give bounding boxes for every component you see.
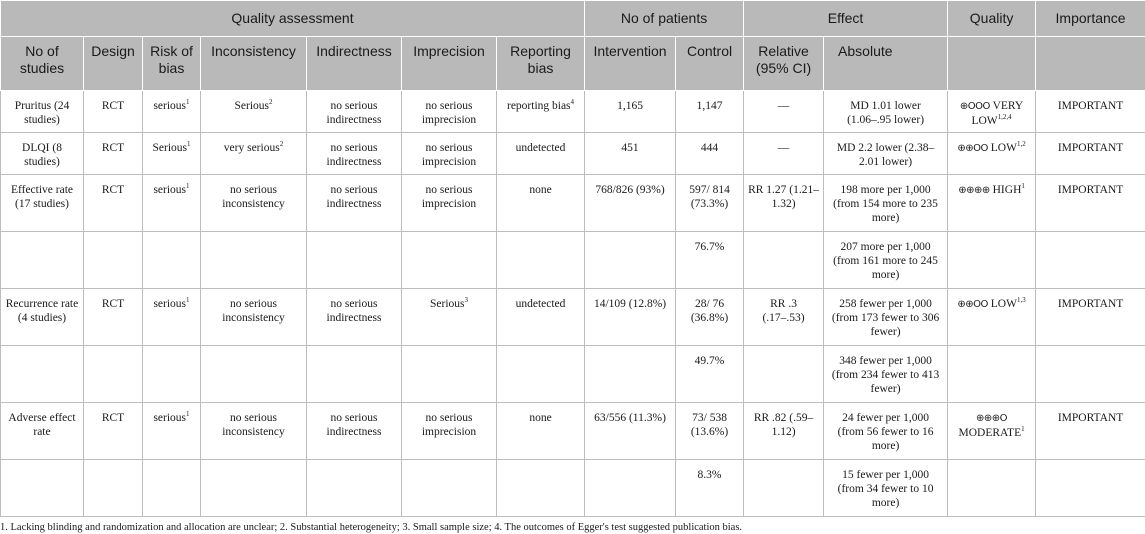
col-header-quality-empty <box>948 37 1036 91</box>
cell-design: RCT <box>84 403 143 460</box>
cell-intervention: 1,165 <box>585 91 676 133</box>
cell-quality: ⊕⊕OO LOW$^{1,2}$ <box>948 133 1036 175</box>
cell-absolute: MD 1.01 lower (1.06–.95 lower) <box>824 91 948 133</box>
cell-outcome: DLQI (8 studies) <box>1 133 84 175</box>
cell-inconsistency: Serious$^2$ <box>201 91 307 133</box>
col-header-imprecision: Imprecision <box>402 37 497 91</box>
table-row-sub <box>1 460 1145 517</box>
cell-outcome: Recurrence rate (4 studies) <box>1 289 84 346</box>
cell-inconsistency: no serious inconsistency <box>201 403 307 460</box>
cell-relative: — <box>744 91 824 133</box>
cell-intervention: 14/109 (12.8%) <box>585 289 676 346</box>
cell-relative: RR .82 (.59–1.12) <box>744 403 824 460</box>
col-header-importance-empty <box>1036 37 1145 91</box>
cell-control: 444 <box>676 133 744 175</box>
cell-relative: RR .3 (.17–.53) <box>744 289 824 346</box>
cell-relative: RR 1.27 (1.21–1.32) <box>744 175 824 232</box>
cell-risk-of-bias: serious$^1$ <box>143 91 201 133</box>
quality-rating-icon: ⊕⊕⊕O <box>976 413 1007 424</box>
cell-quality: ⊕⊕⊕⊕ HIGH$^1$ <box>948 175 1036 232</box>
table-row <box>1 175 1145 232</box>
cell-reporting-bias: undetected <box>497 133 585 175</box>
cell-design: RCT <box>84 91 143 133</box>
cell-design: RCT <box>84 175 143 232</box>
cell-importance: IMPORTANT <box>1036 403 1145 460</box>
cell-design: RCT <box>84 133 143 175</box>
cell-importance: IMPORTANT <box>1036 289 1145 346</box>
cell-imprecision: no serious imprecision <box>402 133 497 175</box>
cell-imprecision: no serious imprecision <box>402 403 497 460</box>
cell-imprecision: Serious$^3$ <box>402 289 497 346</box>
cell-absolute: 348 fewer per 1,000 (from 234 fewer to 413 fewer) <box>824 346 948 403</box>
col-header-reporting-bias: Reporting bias <box>497 37 585 91</box>
quality-rating-icon: ⊕OOO <box>960 101 990 112</box>
cell-reporting-bias: none <box>497 175 585 232</box>
cell-indirectness: no serious indirectness <box>307 133 402 175</box>
col-header-relative: Relative (95% CI) <box>744 37 824 91</box>
cell-relative: — <box>744 133 824 175</box>
cell-imprecision: no serious imprecision <box>402 91 497 133</box>
col-header-control: Control <box>676 37 744 91</box>
quality-rating-icon: ⊕⊕OO <box>957 143 988 154</box>
cell-absolute: 258 fewer per 1,000 (from 173 fewer to 306 fewer) <box>824 289 948 346</box>
col-header-indirectness: Indirectness <box>307 37 402 91</box>
cell-control: 8.3% <box>676 460 744 517</box>
cell-risk-of-bias: serious$^1$ <box>143 403 201 460</box>
quality-rating-icon: ⊕⊕⊕⊕ <box>958 185 990 196</box>
table-row <box>1 289 1145 346</box>
cell-indirectness: no serious indirectness <box>307 289 402 346</box>
table-row <box>1 133 1145 175</box>
cell-absolute: 24 fewer per 1,000 (from 56 fewer to 16 more) <box>824 403 948 460</box>
cell-inconsistency: no serious inconsistency <box>201 175 307 232</box>
cell-risk-of-bias: serious$^1$ <box>143 175 201 232</box>
group-header-effect: Effect <box>744 1 948 37</box>
col-header-design: Design <box>84 37 143 91</box>
cell-reporting-bias: reporting bias$^4$ <box>497 91 585 133</box>
cell-control: 73/ 538 (13.6%) <box>676 403 744 460</box>
cell-outcome: Pruritus (24 studies) <box>1 91 84 133</box>
cell-intervention: 63/556 (11.3%) <box>585 403 676 460</box>
table-row <box>1 91 1145 133</box>
cell-importance: IMPORTANT <box>1036 175 1145 232</box>
table-row <box>1 403 1145 460</box>
cell-importance: IMPORTANT <box>1036 91 1145 133</box>
cell-control: 1,147 <box>676 91 744 133</box>
col-header-absolute: Absolute <box>824 37 948 91</box>
cell-absolute: 15 fewer per 1,000 (from 34 fewer to 10 more) <box>824 460 948 517</box>
col-header-risk-of-bias: Risk of bias <box>143 37 201 91</box>
cell-absolute: 198 more per 1,000 (from 154 more to 235 more) <box>824 175 948 232</box>
group-header-importance: Importance <box>1036 1 1145 37</box>
table-footnote: 1. Lacking blinding and randomization and allocation are unclear; 2. Substantial heterogeneity; 3. Small sample size; 4. The outcomes of Egger's test suggested publication bias. <box>0 517 1145 534</box>
group-header-quality: Quality <box>948 1 1036 37</box>
cell-control: 597/ 814 (73.3%) <box>676 175 744 232</box>
cell-indirectness: no serious indirectness <box>307 403 402 460</box>
cell-indirectness: no serious indirectness <box>307 91 402 133</box>
quality-rating-icon: ⊕⊕OO <box>957 299 988 310</box>
cell-inconsistency: very serious$^2$ <box>201 133 307 175</box>
cell-control: 28/ 76 (36.8%) <box>676 289 744 346</box>
cell-intervention: 451 <box>585 133 676 175</box>
cell-control: 49.7% <box>676 346 744 403</box>
cell-reporting-bias: none <box>497 403 585 460</box>
col-header-no-of-studies: No of studies <box>1 37 84 91</box>
col-header-intervention: Intervention <box>585 37 676 91</box>
cell-design: RCT <box>84 289 143 346</box>
cell-intervention: 768/826 (93%) <box>585 175 676 232</box>
cell-imprecision: no serious imprecision <box>402 175 497 232</box>
group-header-quality-assessment: Quality assessment <box>1 1 585 37</box>
cell-quality: ⊕⊕⊕O MODERATE$^1$ <box>948 403 1036 460</box>
cell-reporting-bias: undetected <box>497 289 585 346</box>
cell-outcome: Adverse effect rate <box>1 403 84 460</box>
cell-quality: ⊕⊕OO LOW$^{1,3}$ <box>948 289 1036 346</box>
cell-indirectness: no serious indirectness <box>307 175 402 232</box>
cell-quality: ⊕OOO VERY LOW$^{1,2,4}$ <box>948 91 1036 133</box>
cell-risk-of-bias: Serious$^1$ <box>143 133 201 175</box>
table-row-sub <box>1 346 1145 403</box>
table-row-sub <box>1 232 1145 289</box>
cell-risk-of-bias: serious$^1$ <box>143 289 201 346</box>
col-header-inconsistency: Inconsistency <box>201 37 307 91</box>
cell-importance: IMPORTANT <box>1036 133 1145 175</box>
cell-outcome: Effective rate (17 studies) <box>1 175 84 232</box>
cell-inconsistency: no serious inconsistency <box>201 289 307 346</box>
cell-control: 76.7% <box>676 232 744 289</box>
cell-absolute: MD 2.2 lower (2.38–2.01 lower) <box>824 133 948 175</box>
group-header-no-of-patients: No of patients <box>585 1 744 37</box>
cell-absolute: 207 more per 1,000 (from 161 more to 245 more) <box>824 232 948 289</box>
